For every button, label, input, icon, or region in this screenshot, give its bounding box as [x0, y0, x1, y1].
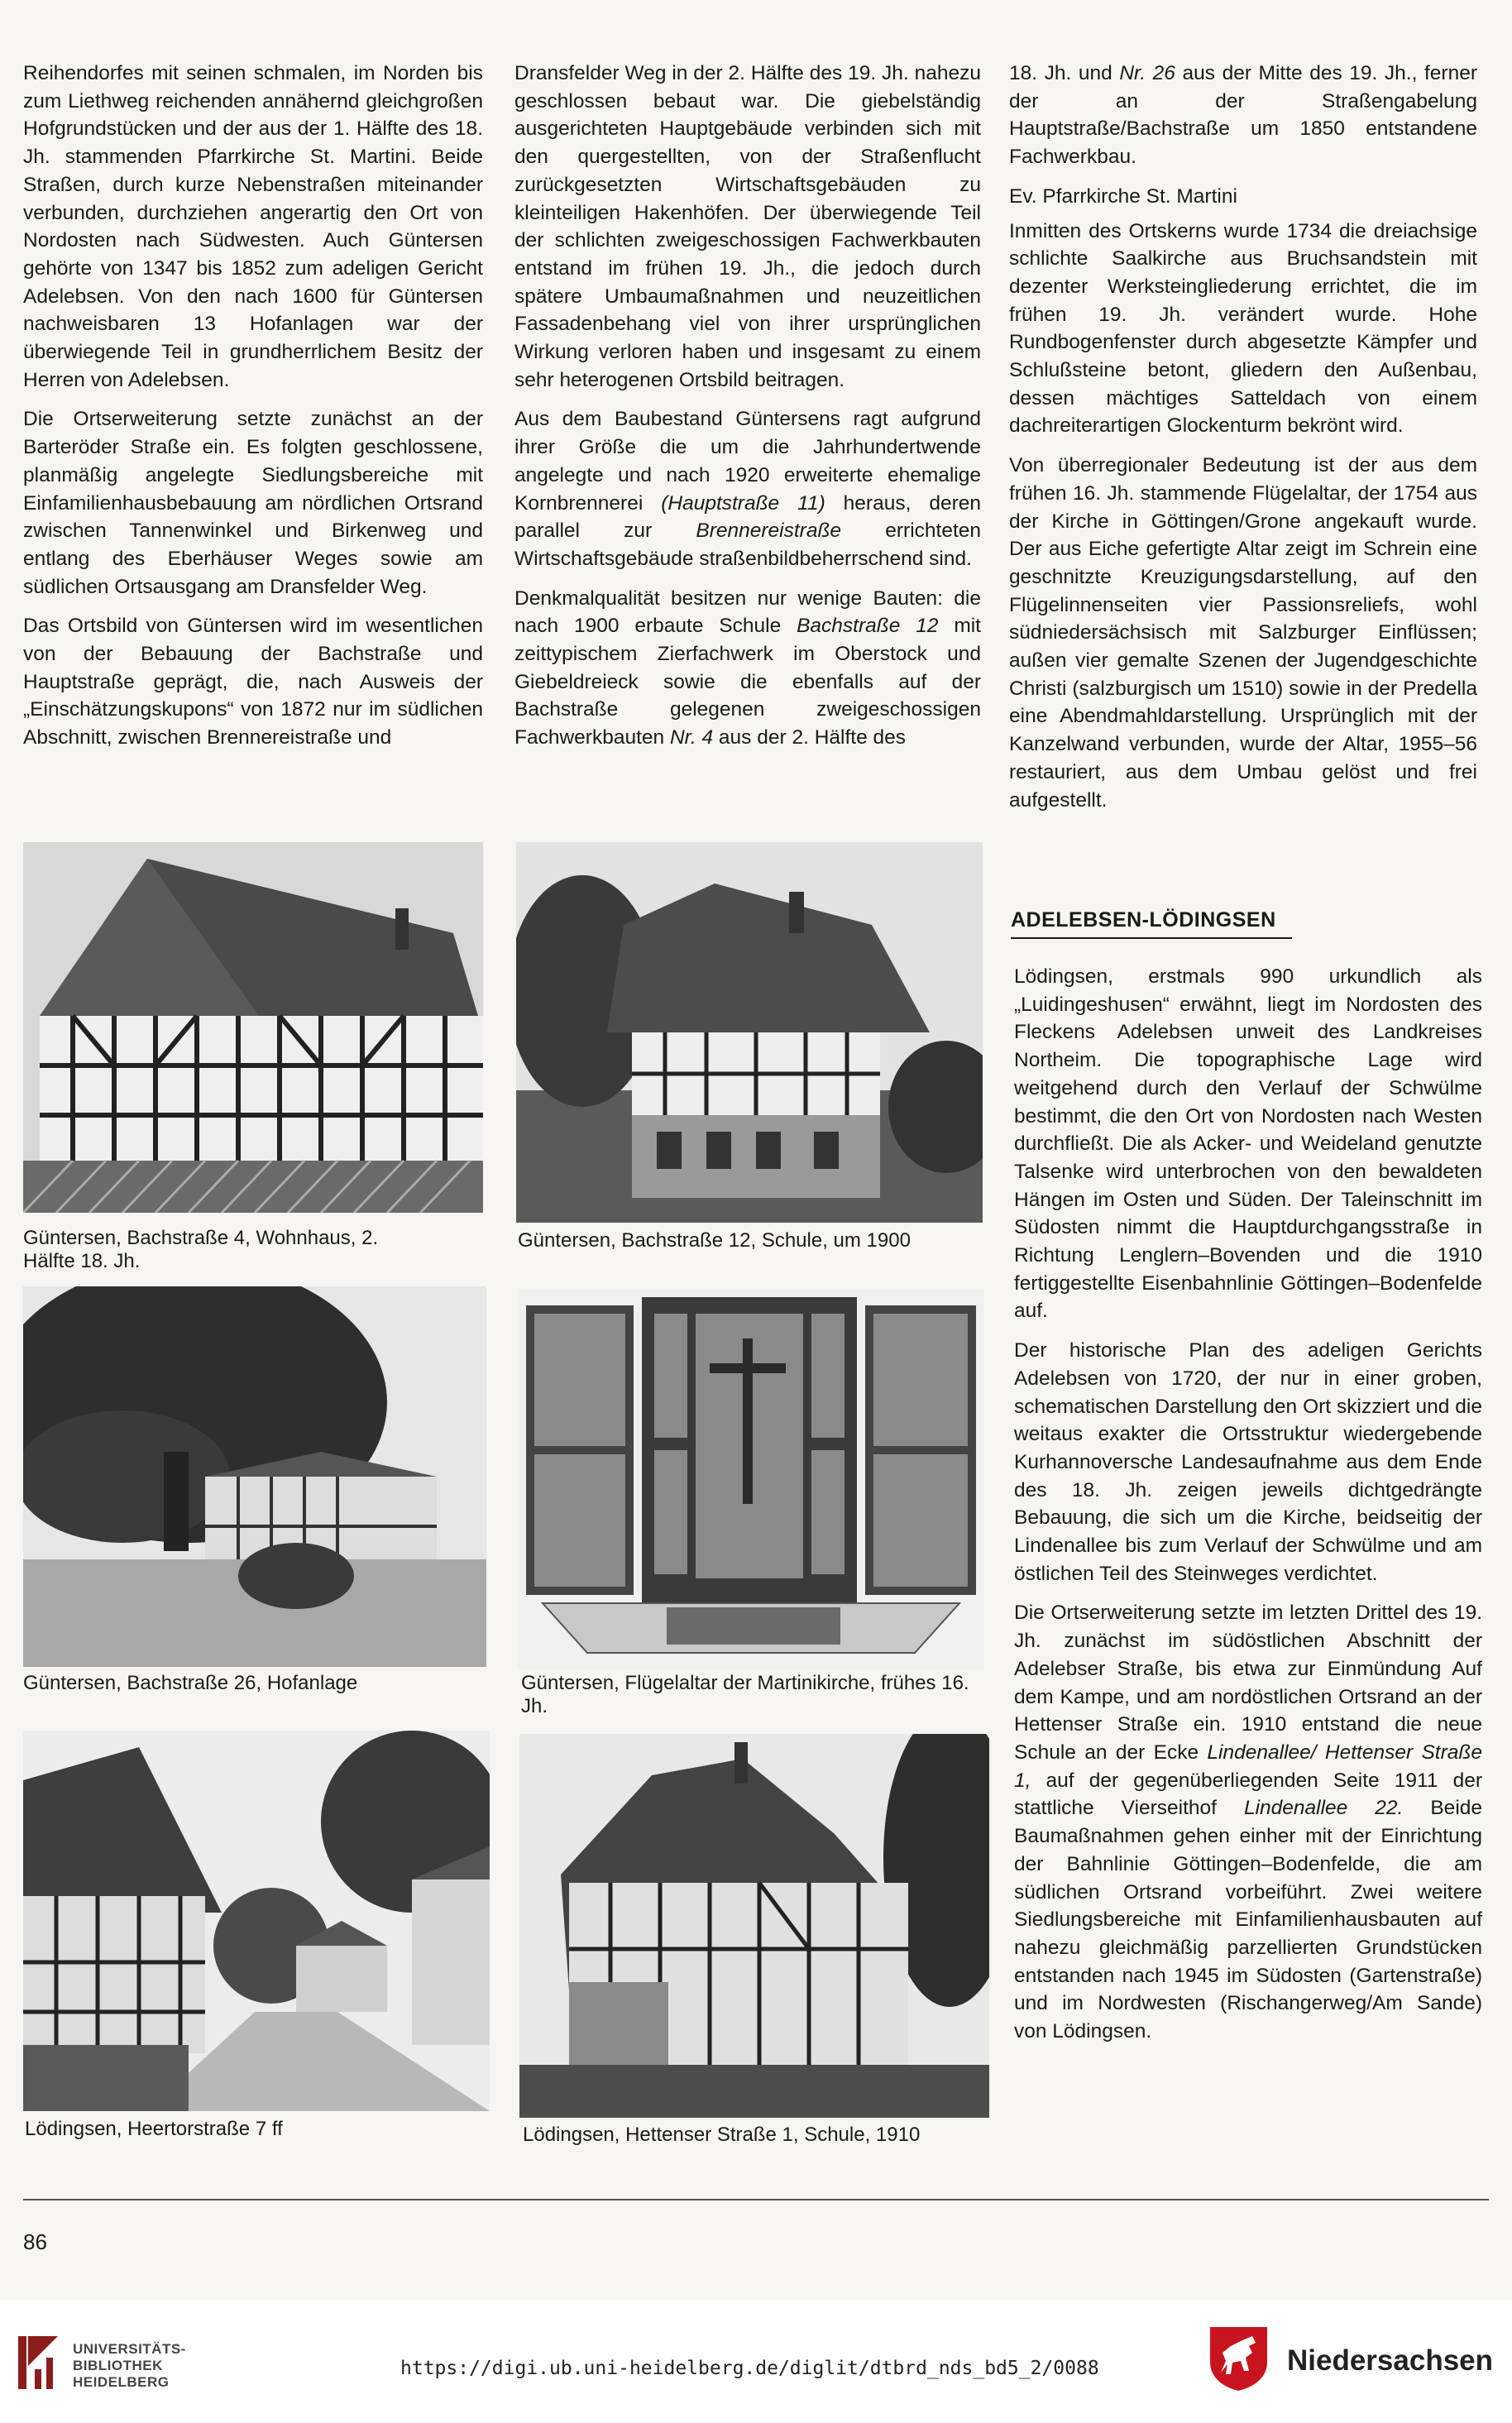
page-number: 86: [23, 2229, 47, 2254]
middle-column: [514, 60, 981, 764]
photo-bachstrasse-4: [23, 842, 483, 1213]
university-library-name: UNIVERSITÄTS- BIBLIOTHEK HEIDELBERG: [73, 2341, 186, 2390]
paragraph: 18. Jh. und Nr. 26 aus der Mitte des 19. Jh., ferner der an der Straßengabelung Hauptstraße/Bachstraße um 1850 entstandene Fachwerkbau.: [1009, 62, 1477, 169]
footer-bar: [0, 2300, 1512, 2423]
right-column-lower: [1014, 963, 1482, 2057]
niedersachsen-label: Niedersachsen: [1287, 2344, 1494, 2377]
left-column: [23, 60, 483, 764]
paragraph: Aus dem Baubestand Güntersens ragt aufgrund ihrer Größe die um die Jahrhundertwende angelegte und nach 1920 erweiterte ehemalige Kornbrennerei (Hauptstraße 11) heraus, deren parallel zur Brennereistraße errichteten Wirtschaftsgebäude straßenbildbeherrschend sind.: [514, 408, 982, 570]
page-bottom-rule: [23, 2199, 1489, 2200]
section-heading: ADELEBSEN-LÖDINGSEN: [1011, 908, 1276, 931]
paragraph: Lödingsen, erstmals 990 urkundlich als „Luidingeshusen“ erwähnt, liegt im Nordosten des Fleckens Adelebsen unweit des Landkreises Northeim. Die topographische Lage wird weitgehend durch den Verlauf der Schwülme bestimmt, die den Ort von Nordosten nach Westen durchfließt. Die als Acker- und Weideland genutzte Talsenke wird unterbrochen von den bewaldeten Hängen im Osten und Süden. Der Taleinschnitt im Südosten nimmt die Hauptdurchgangsstraße in Richtung Lenglern–Bovenden und die 1910 fertiggestellte Eisenbahnlinie Göttingen–Bodenfelde auf.: [1014, 965, 1482, 1323]
caption-bachstrasse-4: Güntersen, Bachstraße 4, Wohnhaus, 2. Hälfte 18. Jh.: [23, 1227, 379, 1272]
caption-bachstrasse-26: Güntersen, Bachstraße 26, Hofanlage: [23, 1672, 358, 1694]
caption-altar: Güntersen, Flügelaltar der Martinikirche, frühes 16. Jh.: [521, 1672, 969, 1717]
section-heading-rule: [1011, 937, 1292, 939]
university-library-logo-icon: [17, 2333, 60, 2392]
caption-heertorstrasse: Lödingsen, Heertorstraße 7 ff: [25, 2118, 283, 2140]
paragraph: Die Ortserweiterung setzte zunächst an der Barteröder Straße ein. Es folgten geschlossene, planmäßig angelegte Siedlungsbereiche mit Einfamilienhausbebauung am nördlichen Ortsrand zwischen Tannenwinkel und Birkenweg und entlang des Eberhäuser Weges sowie am südlichen Ortsausgang am Dransfelder Weg.: [23, 408, 483, 598]
photo-bachstrasse-26: [23, 1286, 486, 1667]
church-subheading: Ev. Pfarrkirche St. Martini: [1009, 184, 1237, 208]
paragraph: Denkmalqualität besitzen nur wenige Bauten: die nach 1900 erbaute Schule Bachstraße 12 mit zeittypischem Zierfachwerk im Oberstock und Giebeldreieck sowie die ebenfalls auf der Bachstraße gelegenen zweigeschossigen Fachwerkbauten Nr. 4 aus der 2. Hälfte des: [514, 587, 981, 749]
photo-heertorstrasse: [23, 1731, 490, 2111]
paragraph: Dransfelder Weg in der 2. Hälfte des 19. Jh. nahezu geschlossen bebaut war. Die giebelständig ausgerichteten Hauptgebäude verbinden sich mit den quergestellten, von der Straßenflucht zurückgesetzten Wirtschaftsgebäuden zu kleinteiligen Hakenhöfen. Der überwiegende Teil der schlichten zweigeschossigen Fachwerkbauten entstand im frühen 19. Jh., die jedoch durch spätere Umbaumaßnahmen und neuzeitlichen Fassadenbehang viel von ihrer ursprünglichen Wirkung verloren haben und insgesamt zu einem sehr heterogenen Ortsbild beitragen.: [514, 62, 981, 391]
paragraph: Das Ortsbild von Güntersen wird im wesentlichen von der Bebauung der Bachstraße und Hauptstraße geprägt, die, nach Ausweis der „Einschätzungskupons“ von 1872 nur im südlichen Abschnitt, zwischen Brennereistraße und: [23, 615, 483, 749]
caption-bachstrasse-12: Güntersen, Bachstraße 12, Schule, um 1900: [518, 1229, 911, 1252]
paragraph: Die Ortserweiterung setzte im letzten Drittel des 19. Jh. zunächst im südöstlichen Abschnitt der Adelebser Straße, bis etwa zur Einmündung Auf dem Kampe, und am nordöstlichen Ortsrand an der Hettenser Straße ein. 1910 entstand die neue Schule an der Ecke Lindenallee/ Hettenser Straße 1, auf der gegenüberliegenden Seite 1911 der stattliche Vierseithof Lindenallee 22. Beide Baumaßnahmen gehen einher mit der Einrichtung der Bahnlinie Göttingen–Bodenfelde, die am südlichen Ortsrand vorbeiführt. Zwei weitere Siedlungsbereiche mit Einfamilienhausbauten auf nahezu gleichmäßig parzellierten Grundstücken entstanden nach 1945 im Südosten (Gartenstraße) und im Nordwesten (Rischangerweg/Am Sande) von Lödingsen.: [1014, 1602, 1483, 2043]
caption-hettenser-strasse: Lödingsen, Hettenser Straße 1, Schule, 1910: [523, 2124, 921, 2146]
paragraph: Inmitten des Ortskerns wurde 1734 die dreiachsige schlichte Saalkirche aus Bruchsandstein mit dezenter Werksteingliederung errichtet, die im frühen 19. Jh. verändert wurde. Hohe Rundbogenfenster durch abgesetzte Kämpfer und Schlußsteine betont, gliedern den Außenbau, dessen mächtiges Satteldach von einem dachreiterartigen Glockenturm bekrönt wird.: [1009, 219, 1477, 438]
photo-bachstrasse-12: [516, 842, 983, 1223]
photo-altar: [518, 1289, 984, 1669]
right-column-upper: [1009, 60, 1477, 826]
paragraph: Von überregionaler Bedeutung ist der aus dem frühen 16. Jh. stammende Flügelaltar, der 1754 aus der Kirche in Göttingen/Grone angekauft wurde. Der aus Eiche gefertigte Altar zeigt im Schrein eine geschnitzte Kreuzigungsdarstellung, auf den Flügelinnenseiten vier Passionsreliefs, wohl südniedersächsisch mit Salzburger Einflüssen; außen vier gemalte Szenen der Jugendgeschichte Christi (salzburgisch um 1510) sowie in der Predella eine Abendmahldarstellung. Ursprünglich mit der Kanzelwand verbunden, wurde der Altar, 1955–56 restauriert, aus dem Umbau gelöst und frei aufgestellt.: [1009, 454, 1477, 812]
niedersachsen-horse-icon: [1208, 2325, 1270, 2392]
paragraph: Reihendorfes mit seinen schmalen, im Norden bis zum Liethweg reichenden annähernd gleichgroßen Hofgrundstücken und der aus der 1. Hälfte des 18. Jh. stammenden Pfarrkirche St. Martini. Beide Straßen, durch kurze Nebenstraßen miteinander verbunden, durchziehen angerartig den Ort von Nordosten nach Südwesten. Auch Güntersen gehörte von 1347 bis 1852 zum adeligen Gericht Adelebsen. Von den nach 1600 für Güntersen nachweisbaren 13 Hofanlagen war der überwiegende Teil in grundherrlichem Besitz der Herren von Adelebsen.: [23, 62, 483, 391]
paragraph: Der historische Plan des adeligen Gerichts Adelebsen von 1720, der nur in einer groben, schematischen Darstellung den Ort skizziert und die weitaus exakter die Ortsstruktur wiedergebende Kurhannoversche Landesaufnahme aus dem Ende des 18. Jh. zeigen jeweils dichtgedrängte Bebauung, die sich um die Kirche, beidseitig der Lindenallee bis zum Verlauf der Schwülme und am östlichen Teil des Steinweges verdichtet.: [1014, 1339, 1482, 1585]
source-url-link[interactable]: https://digi.ub.uni-heidelberg.de/diglit/dtbrd_nds_bd5_2/0088: [400, 2358, 1099, 2379]
photo-hettenser-strasse: [519, 1734, 989, 2118]
